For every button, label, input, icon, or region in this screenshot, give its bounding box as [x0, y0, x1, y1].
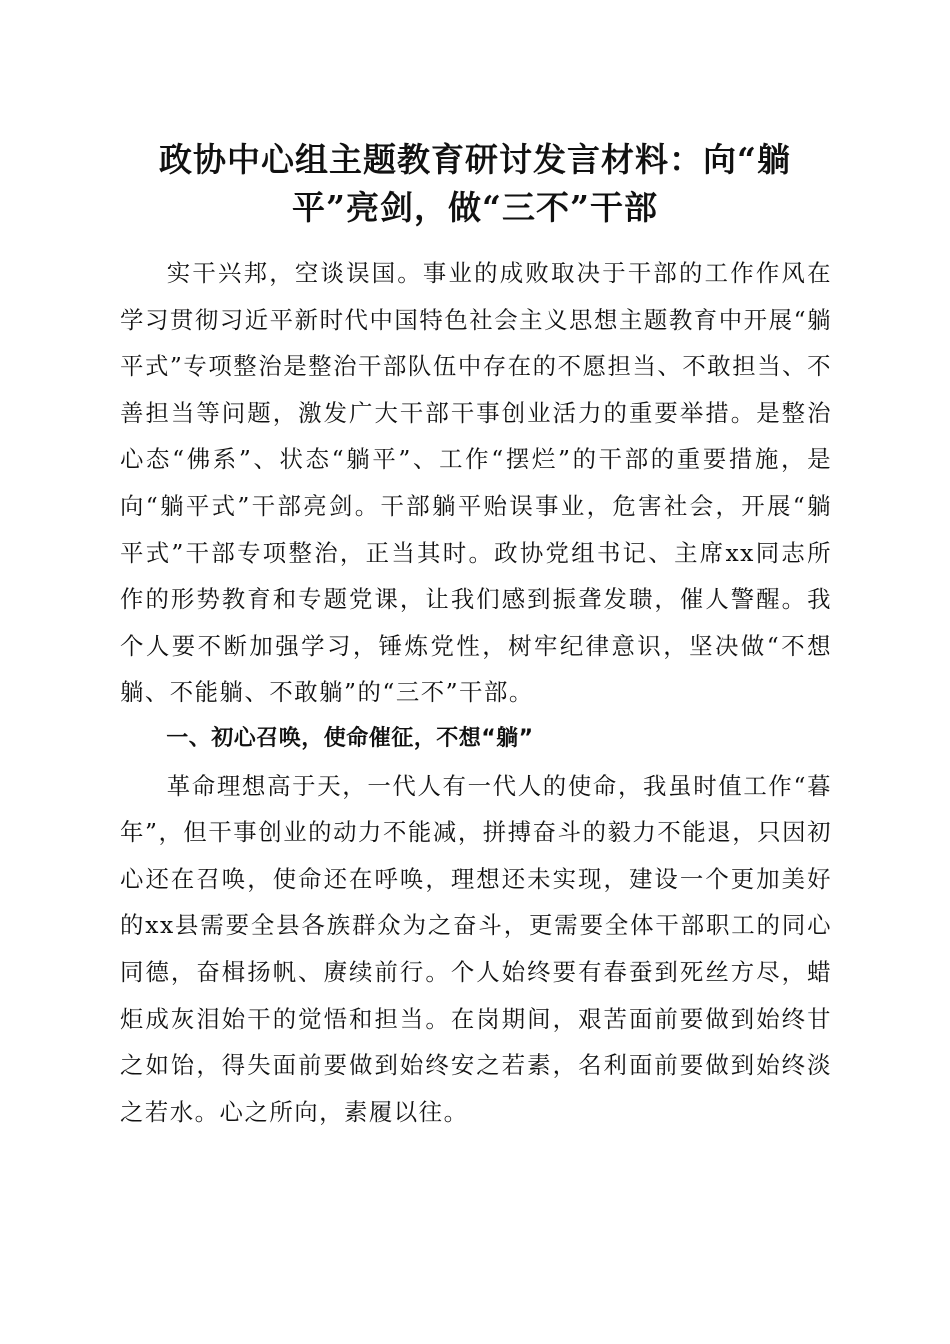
section-1-heading: 一、初心召唤，使命催征，不想“躺” [166, 725, 534, 751]
document-title-line-2: 平”亮剑，做“三不”干部 [292, 188, 658, 227]
section-1-paragraph: 革命理想高于天，一代人有一代人的使命，我虽时值工作“暮年”，但干事创业的动力不能减，拼搏奋斗的毅力不能退，只因初心还在召唤，使命还在呼唤，理想还未实现，建设一个更加美好的xx县需要全县各族群众为之奋斗，更需要全体干部职工的同心同德，奋楫扬帆、赓续前行。个人始终要有春蚕到死丝方尽，蜡炬成灰泪始干的觉悟和担当。在岗期间，艰苦面前要做到始终甘之如饴，得失面前要做到始终安之若素，名利面前要做到始终淡之若水。心之所向，素履以往。 [120, 771, 832, 1126]
document-title [120, 136, 830, 232]
document-title-line-1: 政协中心组主题教育研讨发言材料：向“躺 [159, 140, 791, 179]
document-body [120, 250, 832, 1135]
intro-paragraph: 实干兴邦，空谈误国。事业的成败取决于干部的工作作风在学习贯彻习近平新时代中国特色社会主义思想主题教育中开展“躺平式”专项整治是整治干部队伍中存在的不愿担当、不敢担当、不善担当等问题，激发广大干部干事创业活力的重要举措。是整治心态“佛系”、状态“躺平”、工作“摆烂”的干部的重要措施，是向“躺平式”干部亮剑。干部躺平贻误事业，危害社会，开展“躺平式”干部专项整治，正当其时。政协党组书记、主席xx同志所作的形势教育和专题党课，让我们感到振聋发聩，催人警醒。我个人要不断加强学习，锤炼党性，树牢纪律意识，坚决做“不想躺、不能躺、不敢躺”的“三不”干部。 [120, 259, 832, 707]
